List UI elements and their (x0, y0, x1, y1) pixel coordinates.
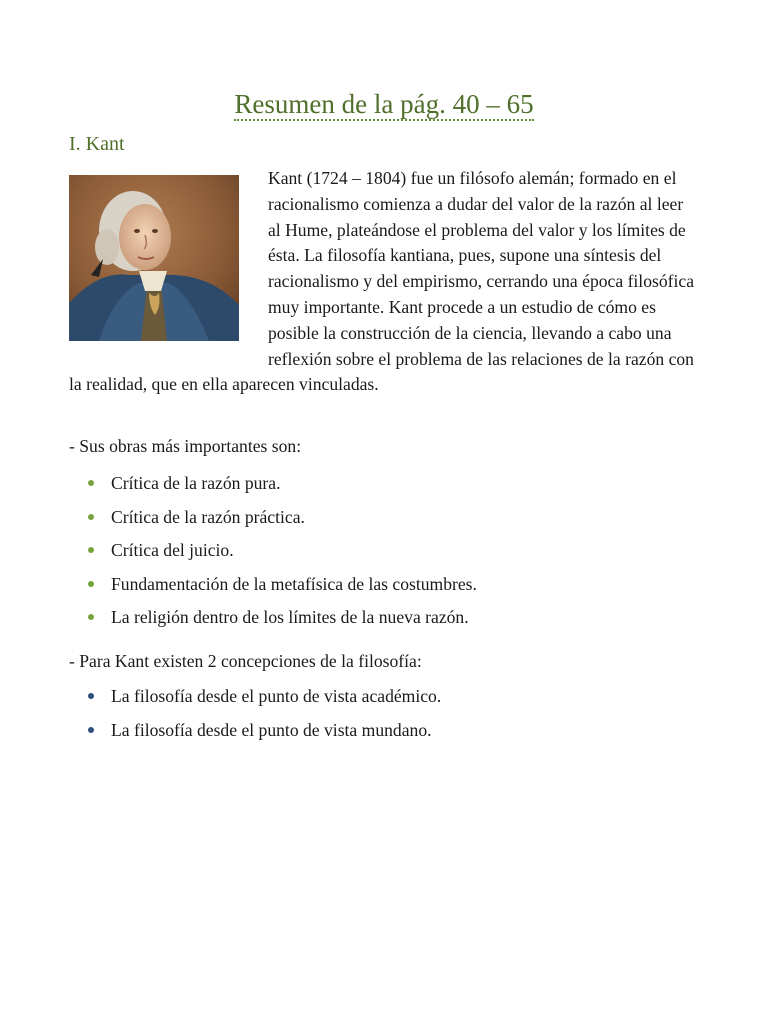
concept-text: La filosofía desde el punto de vista mundano. (111, 719, 432, 740)
work-title: Crítica de la razón pura. (111, 473, 281, 493)
bullet-dot-icon (88, 693, 94, 699)
bullet-dot-icon (88, 547, 94, 553)
bullet-dot-icon (88, 480, 94, 486)
work-title: Fundamentación de la metafísica de las costumbres. (111, 573, 477, 594)
image-wrap-spacer (69, 166, 268, 347)
list-item (88, 572, 477, 606)
section-heading: I. Kant (69, 133, 125, 155)
bullet-dot-icon (88, 727, 94, 733)
list-item (88, 538, 477, 572)
works-list (88, 471, 477, 639)
work-title: Crítica de la razón práctica. (111, 506, 305, 527)
list-item (88, 471, 477, 505)
concepts-list (88, 684, 441, 751)
works-intro: - Sus obras más importantes son: (69, 436, 302, 456)
concepts-intro: - Para Kant existen 2 concepciones de la filosofía: (69, 651, 422, 671)
list-item (88, 684, 441, 718)
bullet-dot-icon (88, 614, 94, 620)
list-item (88, 605, 477, 639)
list-item (88, 718, 441, 752)
concept-text: La filosofía desde el punto de vista académico. (111, 686, 442, 706)
intro-paragraph-text: Kant (1724 – 1804) fue un filósofo alemán; formado en el racionalismo comienza a dudar del valor de la razón al leer al Hume, plateándose el problema del valor y los límites de ésta. La filosofía kantiana, pues, supone una síntesis del racionalismo y del empirismo, cerrando una época filosófica muy importante. Kant procede a un estudio de cómo es posible la construcción de la ciencia, llevando a cabo una reflexión sobre el problema de las relaciones de la razón con la realidad, que en ella aparecen vinculadas. (69, 168, 695, 395)
work-title: La religión dentro de los límites de la nueva razón. (111, 607, 469, 627)
work-title: Crítica del juicio. (111, 540, 234, 560)
intro-paragraph (69, 166, 694, 398)
bullet-dot-icon (88, 581, 94, 587)
list-item (88, 505, 477, 539)
page-title (0, 86, 768, 122)
page-title-text: Resumen de la pág. 40 – 65 (234, 89, 534, 119)
bullet-dot-icon (88, 514, 94, 520)
